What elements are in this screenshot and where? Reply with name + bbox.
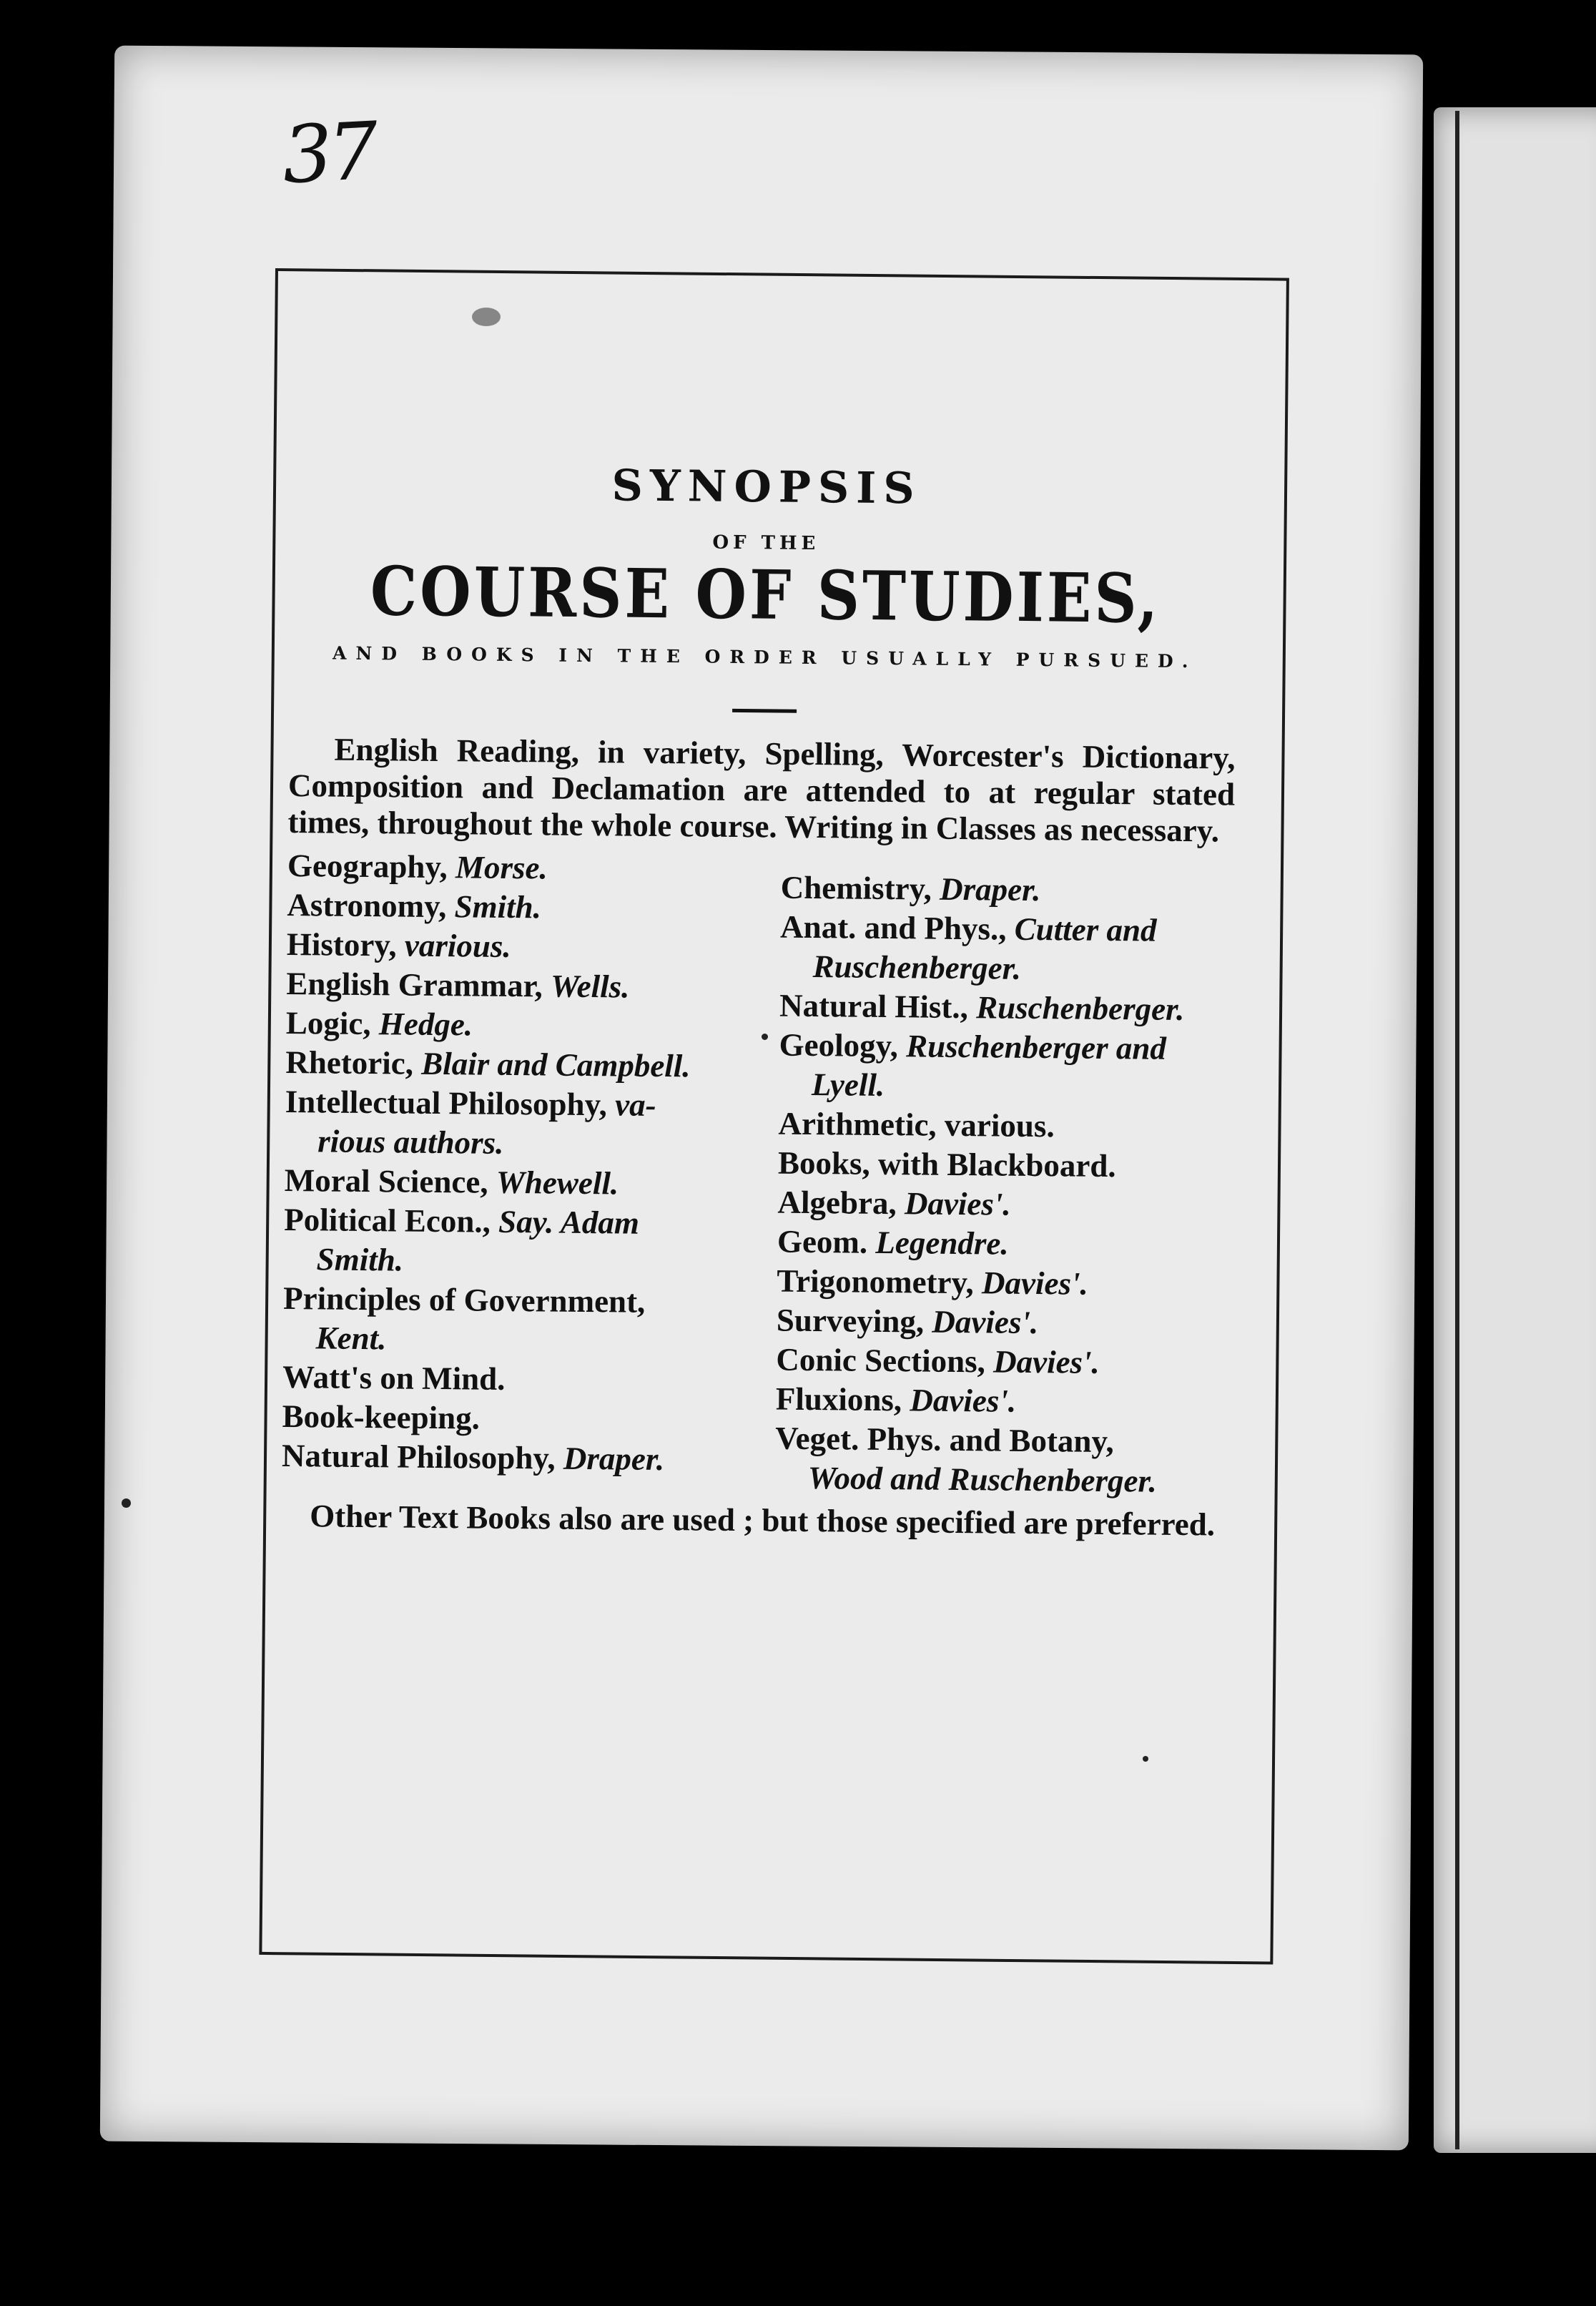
course-author-continued: Smith. [316, 1241, 404, 1278]
course-subject: Natural Philosophy, [281, 1437, 564, 1476]
handwritten-page-number: 37 [280, 104, 377, 202]
course-subject: History, [286, 926, 405, 963]
course-subject: Surveying, [776, 1302, 932, 1340]
course-author: Ruschenberger. [975, 989, 1185, 1028]
course-author: various. [404, 927, 511, 964]
course-subject: Watt's on Mind. [282, 1358, 506, 1397]
course-author: Blair and Campbell. [421, 1045, 691, 1084]
left-course-column [282, 846, 760, 1497]
ink-speck [762, 1034, 768, 1040]
course-author: Ruschenberger and [905, 1028, 1167, 1066]
course-subject: Book-keeping. [282, 1398, 481, 1436]
course-subject: Chemistry, [780, 869, 940, 907]
course-entry [283, 1200, 756, 1283]
course-author: Hedge. [378, 1006, 473, 1043]
course-subject: Anat. and Phys., [779, 908, 1015, 947]
course-subject: Principles of Government, [282, 1280, 646, 1320]
course-subject: Geology, [779, 1026, 907, 1064]
heading-rule [732, 709, 797, 713]
course-entry [285, 1043, 757, 1086]
course-entry [287, 885, 759, 929]
intro-paragraph: English Reading, in variety, Spelling, Worcester's Dictionary, Composition and Declamation are attended to at regular stated times, throughout the whole course. Writing in Classes as necessary. [287, 731, 1236, 849]
course-author: Wells. [550, 968, 630, 1005]
course-author: Cutter and [1014, 911, 1157, 948]
course-entry [779, 908, 1238, 991]
course-subject: Trigonometry, [777, 1262, 982, 1301]
course-entry [287, 925, 759, 968]
course-columns [282, 846, 1239, 1502]
course-entry [282, 1397, 754, 1441]
course-subject: Fluxions, [775, 1380, 910, 1418]
course-entry [777, 1301, 1234, 1345]
course-author-continued: rious authors. [317, 1123, 504, 1161]
course-subject: English Grammar, [286, 965, 551, 1004]
right-course-column [775, 868, 1238, 1502]
course-entry [780, 868, 1238, 912]
course-subject: Logic, [285, 1004, 380, 1042]
course-entry [776, 1340, 1233, 1384]
facing-page-fold [1455, 111, 1459, 2149]
ink-speck [122, 1498, 131, 1508]
course-subject: Rhetoric, [285, 1044, 422, 1081]
course-author: Draper. [939, 870, 1041, 908]
course-entry [775, 1419, 1233, 1502]
course-entry [778, 1144, 1236, 1187]
course-entry [286, 964, 758, 1008]
closing-paragraph: Other Text Books also are used ; but those specified are preferred. [310, 1498, 1216, 1543]
course-author: Morse. [455, 849, 548, 886]
course-author: Davies'. [981, 1265, 1089, 1302]
course-subject: Moral Science, [284, 1162, 497, 1200]
course-author: Davies'. [904, 1185, 1011, 1222]
course-author: Davies'. [910, 1382, 1017, 1419]
course-subject: Arithmetic, various. [778, 1105, 1055, 1144]
course-entry [776, 1380, 1233, 1423]
course-entry [779, 1026, 1237, 1109]
course-author: Davies'. [932, 1303, 1039, 1341]
course-entry [778, 1104, 1236, 1148]
course-entry [282, 1436, 754, 1480]
ink-speck [472, 308, 501, 326]
course-author: Draper. [563, 1440, 665, 1478]
course-subject: Geom. [777, 1223, 876, 1260]
course-entry [777, 1183, 1235, 1227]
course-subject: Books, with Blackboard. [777, 1144, 1116, 1184]
synopsis-title: SYNOPSIS [611, 461, 922, 514]
course-author-continued: Kent. [315, 1320, 387, 1357]
course-author: Davies'. [992, 1343, 1100, 1380]
course-author: Legendre. [875, 1224, 1009, 1262]
subtitle-line: AND BOOKS IN THE ORDER USUALLY PURSUED. [332, 642, 1198, 672]
of-the-line: OF THE [712, 531, 820, 555]
course-author: va- [614, 1086, 656, 1123]
course-author: Whewell. [496, 1164, 619, 1202]
course-subject: Natural Hist., [779, 987, 977, 1026]
course-entry [287, 846, 759, 890]
course-subject: Algebra, [777, 1184, 905, 1222]
course-subject: Geography, [287, 847, 456, 885]
course-entry [286, 1004, 758, 1047]
course-entry [777, 1222, 1235, 1266]
course-entry [779, 986, 1237, 1030]
course-subject: Veget. Phys. and Botany, [775, 1420, 1114, 1460]
course-entry [777, 1262, 1234, 1305]
course-subject: Political Econ., [283, 1201, 499, 1240]
ink-speck [1143, 1756, 1148, 1762]
course-entry [284, 1161, 756, 1204]
course-of-studies-heading: COURSE OF STUDIES, [370, 551, 1161, 639]
course-author-continued: Lyell. [811, 1066, 885, 1103]
course-subject: Astronomy, [287, 886, 455, 925]
course-entry [282, 1358, 754, 1401]
course-entry [285, 1082, 757, 1165]
course-entry [282, 1279, 755, 1362]
course-author: Smith. [454, 888, 542, 926]
synopsis-text-block [281, 268, 1244, 1576]
course-author: Say. Adam [498, 1203, 640, 1241]
course-author-continued: Ruschenberger. [812, 948, 1022, 986]
course-subject: Intellectual Philosophy, [285, 1083, 616, 1123]
course-author-continued: Wood and Ruschenberger. [807, 1459, 1158, 1499]
course-subject: Conic Sections, [776, 1341, 994, 1380]
